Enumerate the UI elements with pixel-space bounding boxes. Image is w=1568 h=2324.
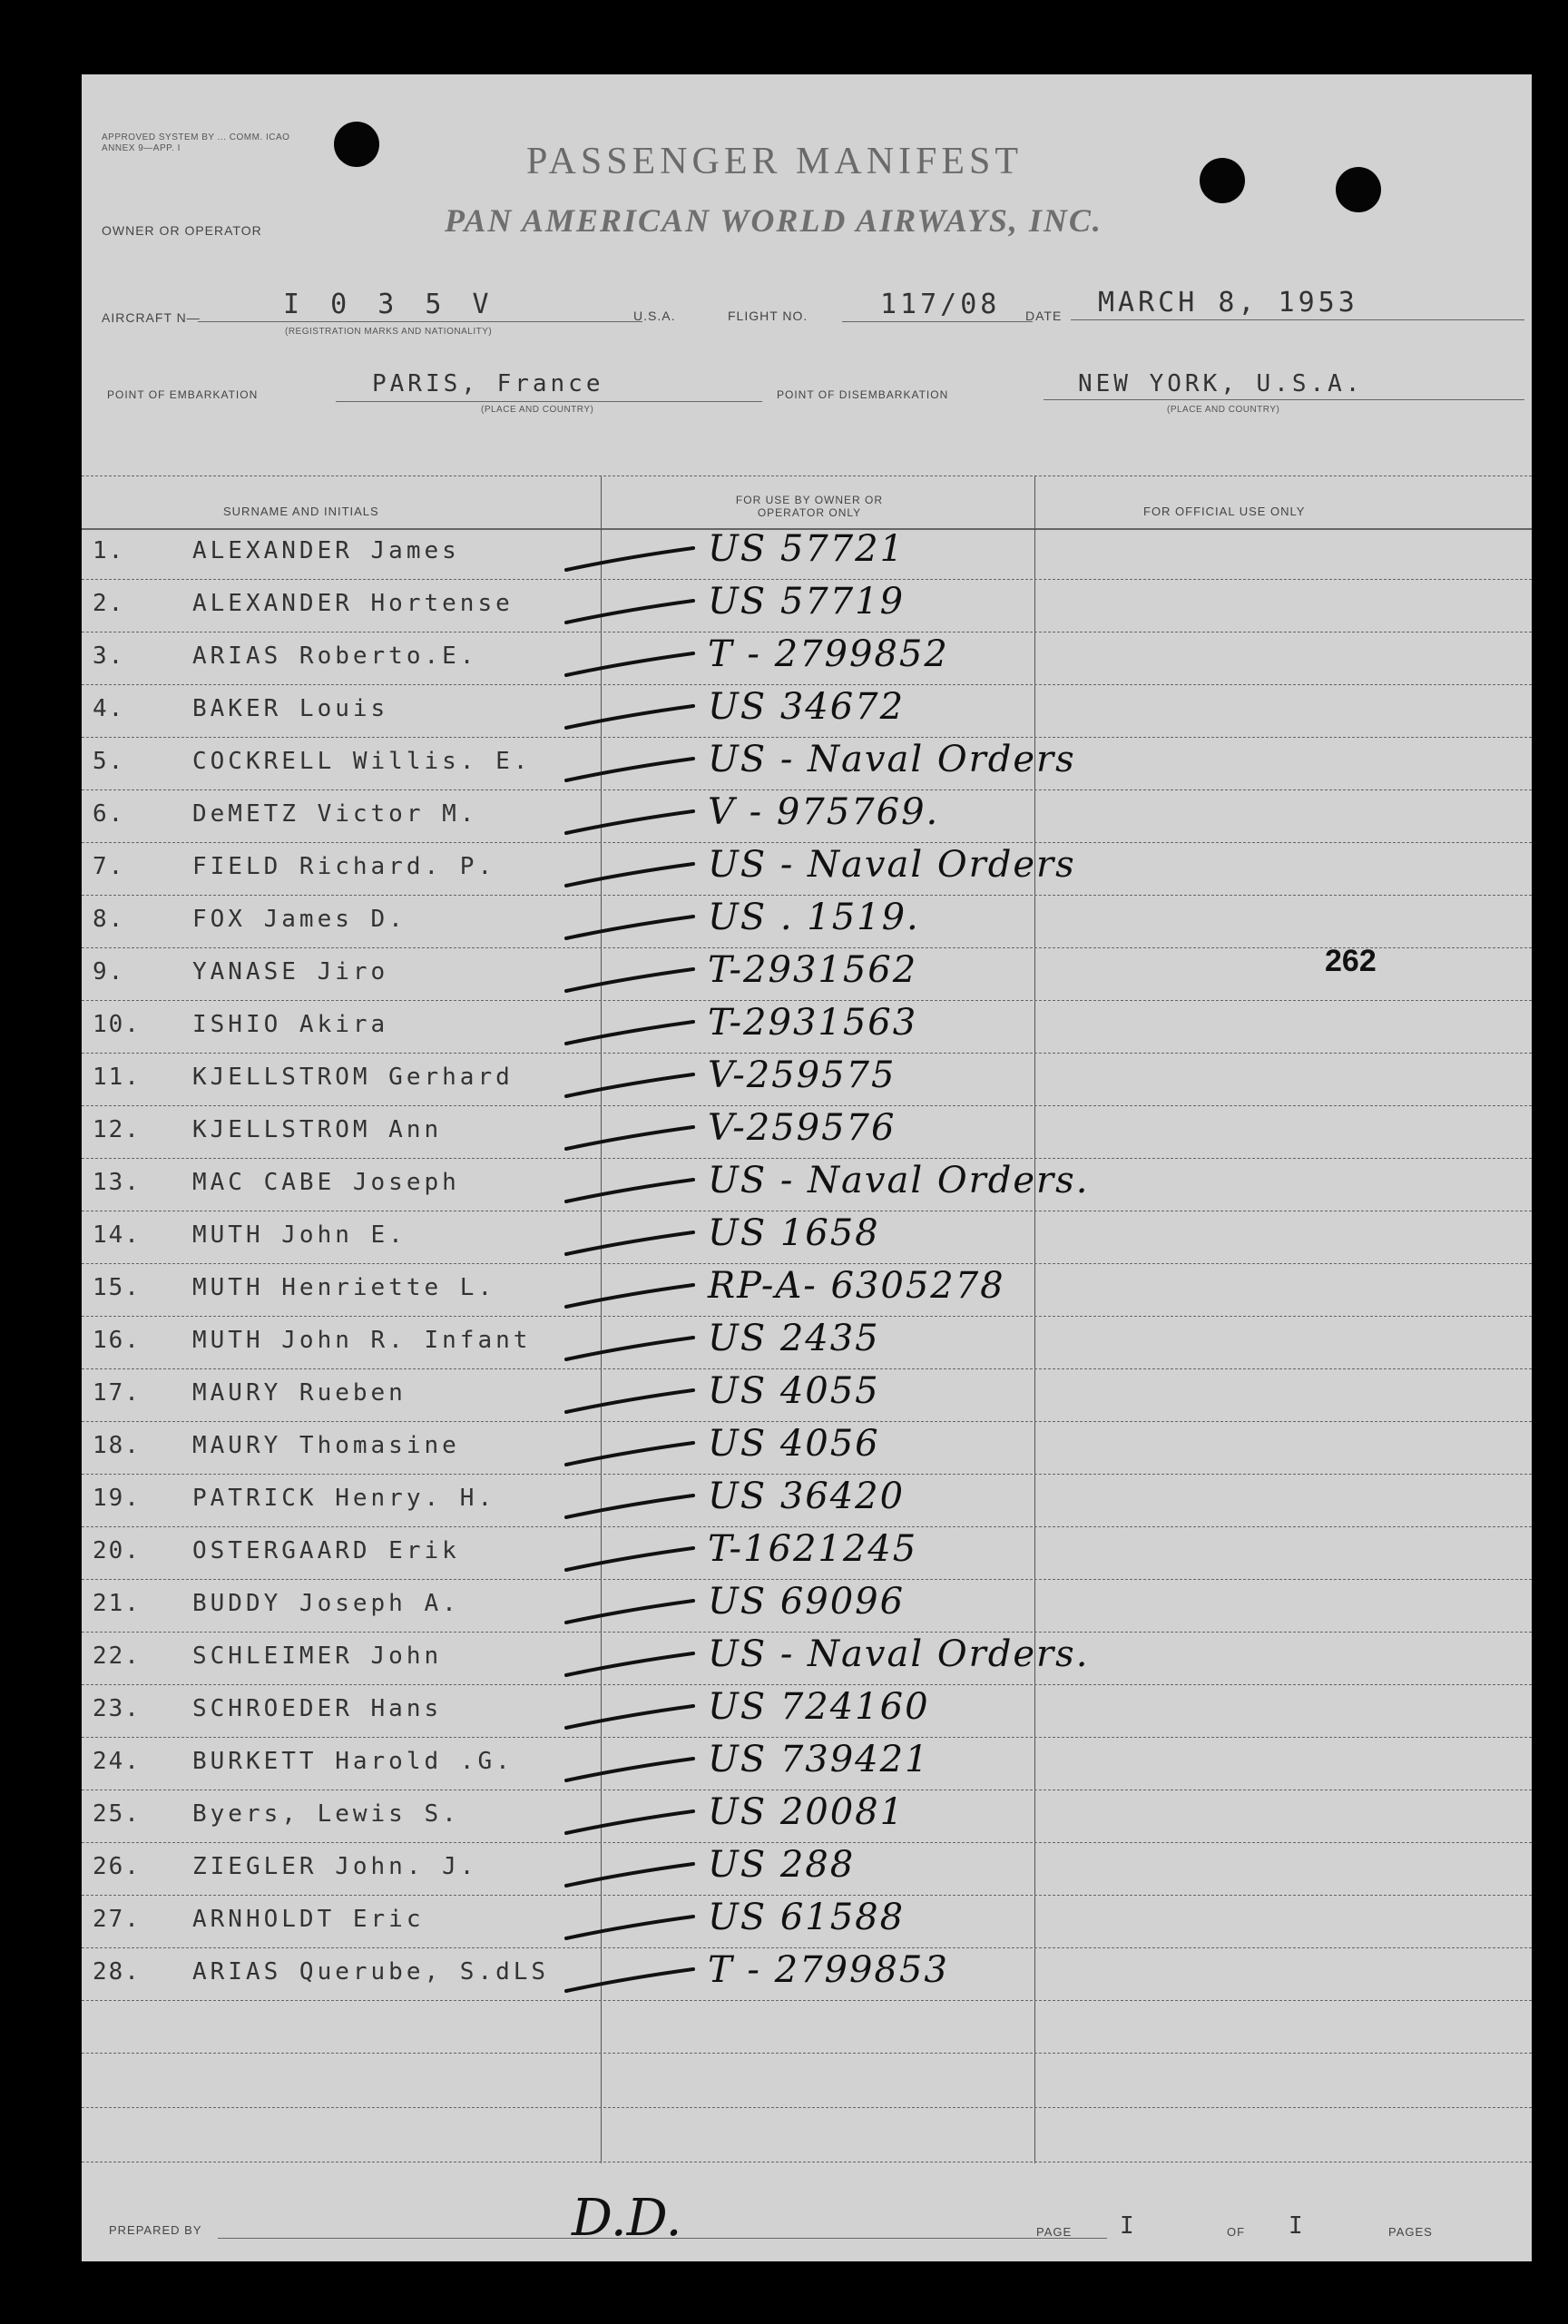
- row-number: 26.: [93, 1853, 141, 1880]
- row-number: 9.: [93, 958, 125, 985]
- check-mark: [563, 1283, 699, 1310]
- table-row: [82, 633, 1532, 685]
- prepared-signature: D.D.: [572, 2189, 682, 2248]
- passport-number: US 2435: [708, 1318, 880, 1359]
- passport-number: T - 2799852: [708, 633, 949, 675]
- passport-number: US 4056: [708, 1423, 880, 1465]
- passenger-name: MAURY Thomasine: [192, 1432, 460, 1459]
- passport-number: US . 1519.: [708, 897, 920, 938]
- check-mark: [563, 862, 699, 889]
- passport-number: T-1621245: [708, 1528, 918, 1570]
- row-number: 3.: [93, 642, 125, 670]
- passenger-name: BUDDY Joseph A.: [192, 1590, 460, 1617]
- check-mark: [563, 757, 699, 784]
- page-note: 262: [1325, 944, 1377, 978]
- passenger-name: ALEXANDER Hortense: [192, 590, 514, 617]
- passenger-name: ALEXANDER James: [192, 537, 460, 564]
- passport-number: US 57719: [708, 581, 906, 623]
- check-mark: [563, 1231, 699, 1258]
- prepared-label: PREPARED BY: [109, 2223, 202, 2237]
- table-row: [82, 1476, 1532, 1527]
- passport-number: US - Naval Orders: [708, 739, 1076, 780]
- passenger-name: FOX James D.: [192, 906, 407, 933]
- passport-number: US - Naval Orders.: [708, 1633, 1090, 1675]
- row-number: 16.: [93, 1327, 141, 1354]
- row-number: 10.: [93, 1011, 141, 1038]
- approval-note: APPROVED SYSTEM BY ... COMM. ICAO ANNEX 9—APP. I: [102, 132, 290, 153]
- passport-number: US 34672: [708, 686, 906, 728]
- table-row: [82, 1265, 1532, 1317]
- passenger-name: MUTH John E.: [192, 1221, 407, 1249]
- table-row: [82, 791, 1532, 843]
- row-number: 12.: [93, 1116, 141, 1143]
- passenger-name: MUTH Henriette L.: [192, 1274, 496, 1301]
- passenger-name: BAKER Louis: [192, 695, 389, 722]
- passenger-name: ARIAS Roberto.E.: [192, 642, 478, 670]
- check-mark: [563, 1599, 699, 1626]
- passenger-name: SCHLEIMER John: [192, 1642, 443, 1670]
- passport-number: US 288: [708, 1844, 856, 1886]
- passport-number: US 61588: [708, 1897, 906, 1938]
- check-mark: [563, 1967, 699, 1995]
- check-mark: [563, 1757, 699, 1784]
- check-mark: [563, 652, 699, 679]
- row-number: 23.: [93, 1695, 141, 1722]
- passport-number: V-259575: [708, 1054, 897, 1096]
- table-row: [82, 528, 1532, 580]
- table-row: [82, 1844, 1532, 1896]
- check-mark: [563, 704, 699, 731]
- passport-number: US 724160: [708, 1686, 930, 1728]
- check-mark: [563, 1862, 699, 1889]
- table-row: [82, 949, 1532, 1001]
- passenger-name: COCKRELL Willis. E.: [192, 748, 532, 775]
- passport-number: US - Naval Orders.: [708, 1160, 1090, 1201]
- table-row: [82, 1581, 1532, 1633]
- table-row: [82, 1160, 1532, 1211]
- table-row: [82, 581, 1532, 632]
- passport-number: US 57721: [708, 528, 906, 570]
- check-mark: [563, 1388, 699, 1416]
- check-mark: [563, 1178, 699, 1205]
- page-total: I: [1289, 2212, 1307, 2240]
- pages-label: PAGES: [1388, 2225, 1433, 2239]
- punch-hole: [1200, 158, 1245, 203]
- table-row: [82, 739, 1532, 790]
- check-mark: [563, 1915, 699, 1942]
- passport-number: US 20081: [708, 1791, 906, 1833]
- row-number: 15.: [93, 1274, 141, 1301]
- row-number: 21.: [93, 1590, 141, 1617]
- row-number: 7.: [93, 853, 125, 880]
- table-row: [82, 1107, 1532, 1159]
- table-row: [82, 1897, 1532, 1948]
- flight-label: FLIGHT NO.: [728, 309, 808, 323]
- row-number: 17.: [93, 1379, 141, 1407]
- col-header-owner-use: FOR USE BY OWNER OR OPERATOR ONLY: [735, 494, 884, 519]
- table-row: [82, 1002, 1532, 1054]
- passport-number: V - 975769.: [708, 791, 940, 833]
- row-number: 8.: [93, 906, 125, 933]
- check-mark: [563, 1494, 699, 1521]
- check-mark: [563, 915, 699, 942]
- row-number: 18.: [93, 1432, 141, 1459]
- table-row: [82, 1633, 1532, 1685]
- passport-number: RP-A- 6305278: [708, 1265, 1005, 1307]
- table-row: [82, 844, 1532, 896]
- row-number: 19.: [93, 1485, 141, 1512]
- passenger-name: PATRICK Henry. H.: [192, 1485, 496, 1512]
- check-mark: [563, 1073, 699, 1100]
- disembark-sub: (PLACE AND COUNTRY): [1167, 405, 1280, 415]
- page-number: I: [1120, 2212, 1138, 2240]
- passenger-name: MUTH John R. Infant: [192, 1327, 532, 1354]
- passenger-name: MAURY Rueben: [192, 1379, 407, 1407]
- page-label: PAGE: [1036, 2225, 1073, 2239]
- passport-number: T-2931562: [708, 949, 918, 991]
- embark-label: POINT OF EMBARKATION: [107, 388, 259, 401]
- flight-value: 117/08: [880, 289, 1001, 320]
- table-row: [82, 686, 1532, 738]
- check-mark: [563, 1652, 699, 1679]
- table-row: [82, 1949, 1532, 2001]
- passport-number: US 36420: [708, 1476, 906, 1517]
- date-label: DATE: [1025, 309, 1063, 323]
- of-label: OF: [1227, 2225, 1246, 2239]
- date-value: MARCH 8, 1953: [1098, 287, 1358, 319]
- passport-number: US 1658: [708, 1212, 880, 1254]
- table-row: [82, 1054, 1532, 1106]
- passenger-name: YANASE Jiro: [192, 958, 389, 985]
- passport-number: V-259576: [708, 1107, 897, 1149]
- passenger-name: ISHIO Akira: [192, 1011, 389, 1038]
- aircraft-sub: (REGISTRATION MARKS AND NATIONALITY): [285, 327, 493, 337]
- row-number: 6.: [93, 800, 125, 828]
- col-header-surname: SURNAME AND INITIALS: [223, 505, 379, 518]
- table-row: [82, 1791, 1532, 1843]
- passenger-name: DeMETZ Victor M.: [192, 800, 478, 828]
- row-number: 4.: [93, 695, 125, 722]
- passport-number: US 69096: [708, 1581, 906, 1623]
- row-number: 25.: [93, 1800, 141, 1828]
- passport-number: T - 2799853: [708, 1949, 949, 1991]
- punch-hole: [334, 122, 379, 167]
- usa-label: U.S.A.: [633, 309, 676, 323]
- passenger-name: BURKETT Harold .G.: [192, 1748, 514, 1775]
- check-mark: [563, 1704, 699, 1731]
- passenger-name: KJELLSTROM Gerhard: [192, 1064, 514, 1091]
- table-row: [82, 897, 1532, 948]
- aircraft-label: AIRCRAFT N—: [102, 310, 201, 325]
- check-mark: [563, 546, 699, 574]
- aircraft-value: I 0 3 5 V: [283, 289, 496, 320]
- check-mark: [563, 809, 699, 837]
- row-number: 1.: [93, 537, 125, 564]
- check-mark: [563, 1020, 699, 1047]
- check-mark: [563, 1441, 699, 1468]
- table-row: [82, 1370, 1532, 1422]
- passport-number: US 4055: [708, 1370, 880, 1412]
- passenger-name: FIELD Richard. P.: [192, 853, 496, 880]
- passport-number: US - Naval Orders: [708, 844, 1076, 886]
- row-number: 24.: [93, 1748, 141, 1775]
- table-row: [82, 1423, 1532, 1475]
- punch-hole: [1336, 167, 1381, 212]
- check-mark: [563, 967, 699, 995]
- owner-label: OWNER OR OPERATOR: [102, 223, 262, 238]
- disembark-label: POINT OF DISEMBARKATION: [777, 388, 949, 401]
- owner-name: PAN AMERICAN WORLD AIRWAYS, INC.: [445, 202, 1102, 239]
- check-mark: [563, 599, 699, 626]
- manifest-sheet: [82, 74, 1532, 2261]
- col-header-official: FOR OFFICIAL USE ONLY: [1143, 505, 1306, 518]
- row-number: 27.: [93, 1906, 141, 1933]
- passenger-name: MAC CABE Joseph: [192, 1169, 460, 1196]
- row-number: 2.: [93, 590, 125, 617]
- passport-number: US 739421: [708, 1739, 930, 1780]
- passenger-name: ZIEGLER John. J.: [192, 1853, 478, 1880]
- passport-number: T-2931563: [708, 1002, 918, 1044]
- passenger-name: SCHROEDER Hans: [192, 1695, 443, 1722]
- passenger-name: OSTERGAARD Erik: [192, 1537, 460, 1564]
- check-mark: [563, 1125, 699, 1152]
- check-mark: [563, 1809, 699, 1837]
- passenger-name: KJELLSTROM Ann: [192, 1116, 443, 1143]
- table-row: [82, 1686, 1532, 1738]
- check-mark: [563, 1336, 699, 1363]
- passenger-name: ARNHOLDT Eric: [192, 1906, 425, 1933]
- passenger-name: ARIAS Querube, S.dLS: [192, 1958, 550, 1986]
- table-row: [82, 1212, 1532, 1264]
- row-number: 20.: [93, 1537, 141, 1564]
- row-number: 28.: [93, 1958, 141, 1986]
- page-title: PASSENGER MANIFEST: [526, 141, 1024, 182]
- row-number: 11.: [93, 1064, 141, 1091]
- table-row: [82, 1739, 1532, 1790]
- disembark-value: NEW YORK, U.S.A.: [1078, 370, 1364, 397]
- row-number: 13.: [93, 1169, 141, 1196]
- passenger-name: Byers, Lewis S.: [192, 1800, 460, 1828]
- embark-sub: (PLACE AND COUNTRY): [481, 405, 594, 415]
- table-row: [82, 1528, 1532, 1580]
- row-number: 5.: [93, 748, 125, 775]
- table-row: [82, 1318, 1532, 1369]
- row-number: 14.: [93, 1221, 141, 1249]
- embark-value: PARIS, France: [372, 370, 604, 397]
- check-mark: [563, 1546, 699, 1574]
- row-number: 22.: [93, 1642, 141, 1670]
